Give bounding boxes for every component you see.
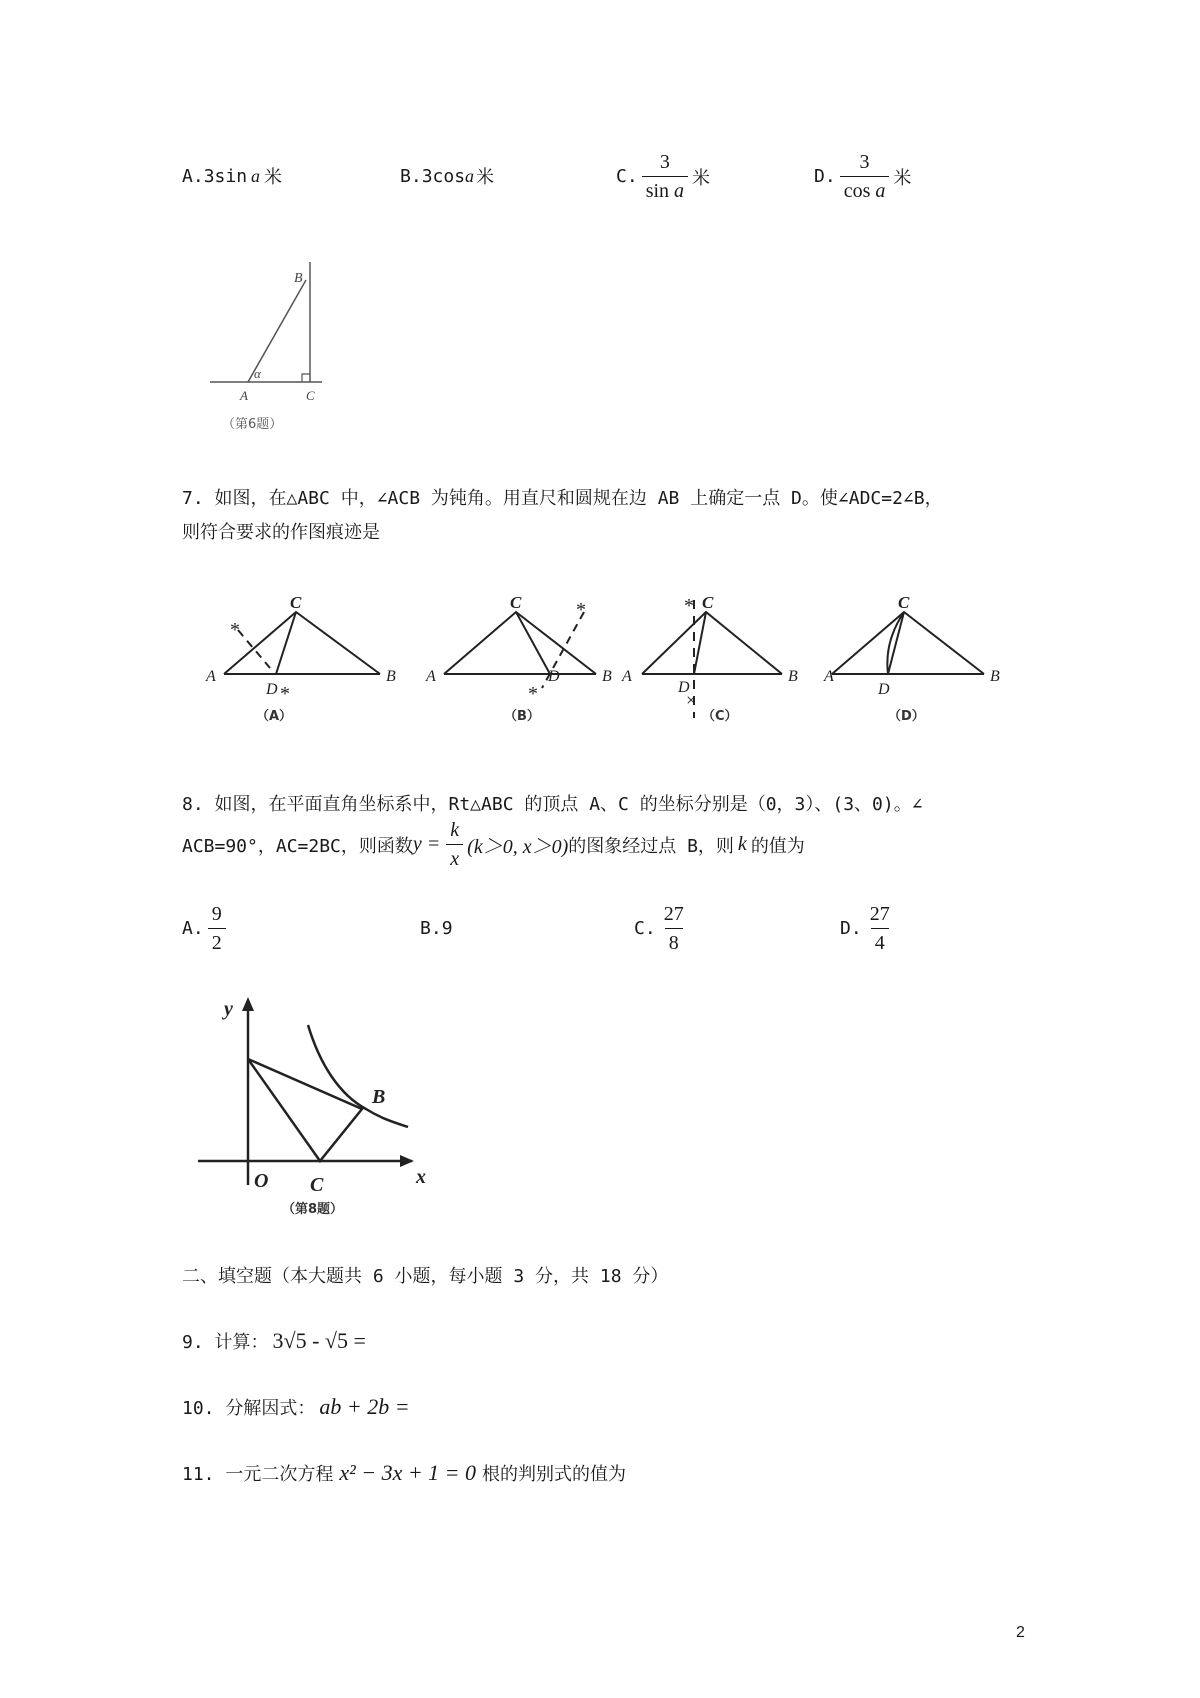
label-a: A	[622, 668, 632, 685]
figure-caption: （A）	[256, 709, 293, 724]
arc-mark: ×	[686, 690, 697, 710]
label-b: B	[788, 668, 798, 685]
q7-figure-d-label-a: A	[824, 668, 834, 685]
q7-figure-b	[420, 588, 620, 728]
page-number: 2	[1016, 1624, 1025, 1641]
q6-option-b	[400, 163, 494, 189]
fraction-numerator: 9	[211, 903, 222, 925]
q8-option-b	[420, 918, 453, 939]
fraction-numerator: 27	[869, 903, 890, 925]
q8-option-d	[840, 902, 898, 955]
q7-text-line1: 7. 如图，在△ABC 中，∠ACB 为钝角。用直尺和圆规在边 AB 上确定一点 D。使∠ADC=2∠B，	[182, 488, 943, 509]
label-y: y	[224, 998, 233, 1020]
option-unit: 米	[692, 167, 711, 189]
q8-text-line1: 8. 如图，在平面直角坐标系中，Rt△ABC 的顶点 A、C 的坐标分别是（0，3）、(3、0)。∠	[182, 794, 923, 815]
fraction-numerator: 27	[663, 903, 684, 925]
q11	[182, 1460, 626, 1486]
q8-line2-prefix: ACB=90°，AC=2BC，则函数	[182, 835, 413, 857]
var-k: k	[737, 833, 747, 855]
q6-figure	[200, 250, 340, 440]
fraction-denominator: 4	[871, 928, 889, 955]
label-b: B	[386, 668, 396, 685]
q8-figure	[190, 985, 450, 1215]
func-condition: (k＞0, x＞0)	[467, 836, 569, 858]
section-heading: 二、填空题（本大题共 6 小题，每小题 3 分，共 18 分）	[182, 1266, 669, 1287]
option-unit: 米	[893, 167, 912, 189]
q9-expression: 3√5 - √5 =	[272, 1328, 366, 1353]
fraction	[866, 902, 894, 955]
q6-option-d	[814, 150, 911, 203]
fraction-numerator: 3	[859, 151, 870, 173]
option-label: B.	[400, 165, 422, 187]
fraction	[660, 902, 688, 955]
fraction-denominator-fn: sin	[645, 180, 675, 202]
label-d: D	[878, 681, 890, 698]
arc-mark: *	[230, 619, 240, 641]
x-axis-arrow	[400, 1155, 414, 1167]
label-c: C	[898, 593, 910, 612]
q8-option-a	[182, 902, 230, 955]
fraction-denominator: x	[446, 844, 463, 871]
fraction-denominator-var: a	[674, 180, 685, 202]
figure-caption: （D）	[888, 709, 925, 724]
q8-option-c	[634, 902, 692, 955]
fraction	[208, 902, 226, 955]
q10-label: 10. 分解因式：	[182, 1398, 316, 1419]
q10-expression: ab + 2b =	[319, 1394, 410, 1419]
fraction	[840, 150, 890, 203]
label-a: A	[426, 668, 436, 685]
q7-figure-a	[200, 588, 410, 728]
right-angle-mark	[302, 374, 310, 382]
option-text: 3sin	[203, 165, 248, 187]
fraction-denominator: 2	[208, 928, 226, 955]
label-d: D	[266, 681, 278, 698]
option-var: a	[251, 165, 261, 186]
label-o: O	[254, 1170, 269, 1192]
fraction-numerator: k	[450, 819, 460, 841]
label-alpha: α	[254, 366, 261, 381]
q7-figure-c	[618, 588, 808, 728]
fraction-denominator-fn: cos	[843, 180, 876, 202]
q7-figure-d	[818, 588, 1018, 728]
label-c: C	[510, 593, 522, 612]
label-c: C	[310, 1174, 324, 1196]
q11-expression: x² − 3x + 1 = 0	[339, 1460, 477, 1485]
label-b: B	[372, 1086, 386, 1108]
q11-post: 根的判别式的值为	[482, 1464, 627, 1485]
q6-option-a	[182, 163, 282, 189]
fraction-denominator: 8	[665, 928, 683, 955]
y-axis-arrow	[242, 997, 254, 1011]
option-text: 3cos	[421, 165, 466, 187]
figure-caption: （第8题）	[282, 1202, 344, 1215]
q6-option-c	[616, 150, 710, 203]
q10	[182, 1394, 410, 1420]
option-label: A.	[182, 918, 204, 939]
label-b: B	[294, 271, 303, 286]
option-label: C.	[616, 166, 638, 187]
label-b: B	[990, 668, 1000, 685]
label-c: C	[290, 593, 302, 612]
q8-line2-end: 的值为	[750, 835, 805, 857]
fraction	[642, 150, 688, 203]
triangle-sides	[832, 612, 984, 674]
label-x: x	[416, 1166, 426, 1188]
arc-mark: *	[528, 683, 538, 705]
q7-text-line2: 则符合要求的作图痕迹是	[182, 522, 380, 543]
figure-caption: （C）	[702, 709, 738, 724]
q9-label: 9. 计算：	[182, 1332, 269, 1353]
figure-caption: （第6题）	[222, 417, 283, 432]
q8-text-line2	[182, 818, 805, 871]
arc-mark: *	[280, 683, 290, 705]
option-label: B.	[420, 918, 442, 939]
fraction-denominator-var: a	[875, 180, 886, 202]
label-b: B	[602, 668, 612, 685]
option-text: 9	[441, 918, 453, 939]
option-var: a	[465, 165, 475, 186]
figure-caption: （B）	[504, 709, 540, 724]
label-c: C	[702, 593, 714, 612]
option-label: D.	[814, 166, 836, 187]
label-a: A	[240, 388, 248, 403]
q8-line2-post: 的图象经过点 B，则	[568, 835, 734, 857]
triangle-sides	[224, 612, 380, 674]
label-d: D	[678, 679, 690, 696]
segment-cd	[516, 612, 550, 674]
label-d: D	[548, 668, 560, 685]
hyperbola-curve	[308, 1025, 408, 1127]
arc-mark: *	[684, 595, 694, 617]
func-fraction	[446, 818, 463, 871]
option-label: D.	[840, 918, 862, 939]
q11-label: 11. 一元二次方程	[182, 1464, 334, 1485]
label-c: C	[306, 388, 315, 403]
fraction-numerator: 3	[659, 151, 670, 173]
option-label: A.	[182, 165, 204, 187]
arc-mark: *	[576, 599, 586, 621]
triangle-sides	[642, 612, 782, 674]
option-unit: 米	[264, 167, 283, 188]
option-unit: 米	[476, 167, 495, 188]
q9	[182, 1328, 366, 1354]
func-y: y =	[412, 833, 441, 855]
option-label: C.	[634, 918, 656, 939]
label-a: A	[206, 668, 216, 685]
triangle-abc	[248, 1059, 362, 1161]
